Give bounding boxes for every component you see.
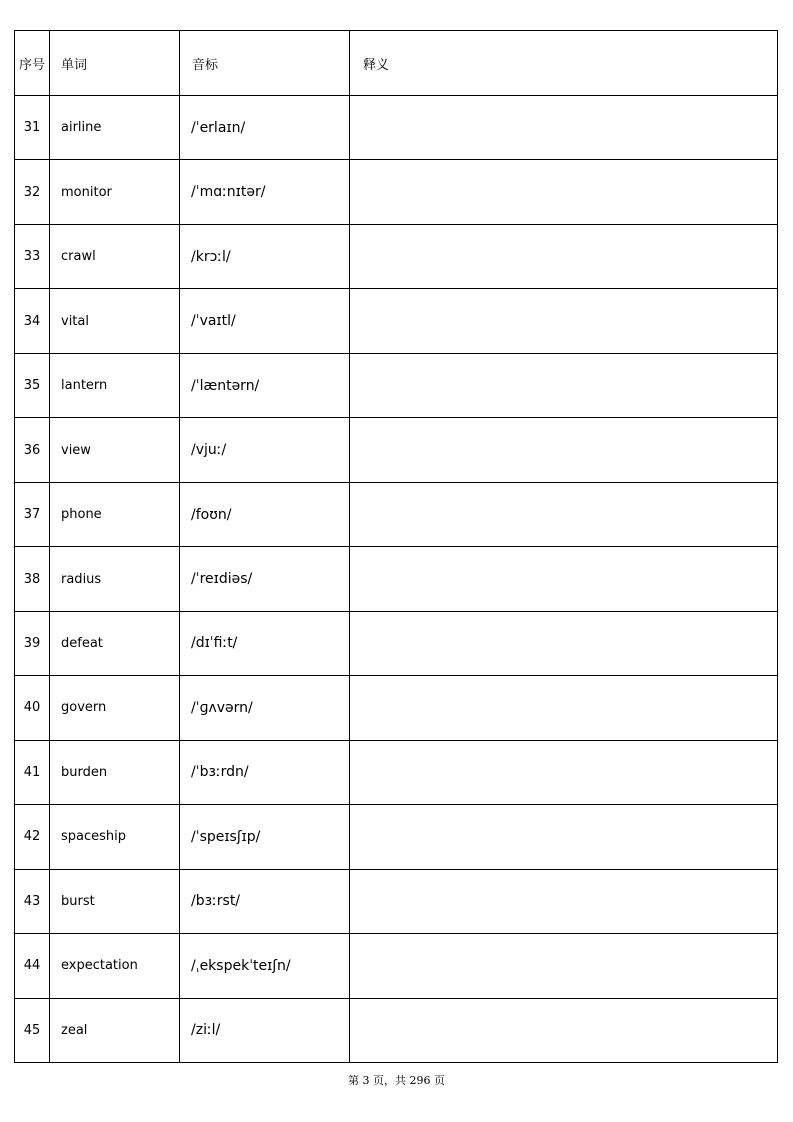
row-phonetic: /ˈreɪdiəs/: [180, 547, 350, 611]
row-phonetic: /ˈlæntərn/: [180, 353, 350, 417]
row-meaning[interactable]: [350, 289, 778, 353]
row-phonetic: /ˈerlaɪn/: [180, 96, 350, 160]
table-row: [15, 998, 778, 1062]
row-meaning[interactable]: [350, 676, 778, 740]
table-row: [15, 740, 778, 804]
row-word: lantern: [50, 353, 180, 417]
row-word: govern: [50, 676, 180, 740]
table-row: [15, 611, 778, 675]
row-meaning[interactable]: [350, 740, 778, 804]
row-word: radius: [50, 547, 180, 611]
table-row: [15, 353, 778, 417]
row-number: 44: [15, 934, 50, 998]
row-number: 45: [15, 998, 50, 1062]
row-phonetic: /ˈmɑːnɪtər/: [180, 160, 350, 224]
row-meaning[interactable]: [350, 418, 778, 482]
row-meaning[interactable]: [350, 611, 778, 675]
row-phonetic: /ˈspeɪsʃɪp/: [180, 805, 350, 869]
row-number: 37: [15, 482, 50, 546]
header-number: 序号: [15, 31, 50, 96]
row-phonetic: /ˈbɜːrdn/: [180, 740, 350, 804]
row-meaning[interactable]: [350, 224, 778, 288]
row-phonetic: /ˈvaɪtl/: [180, 289, 350, 353]
table-row: [15, 418, 778, 482]
vocabulary-table: [14, 30, 778, 1063]
row-phonetic: /vjuː/: [180, 418, 350, 482]
table-row: [15, 224, 778, 288]
row-word: spaceship: [50, 805, 180, 869]
row-word: airline: [50, 96, 180, 160]
row-word: view: [50, 418, 180, 482]
row-word: burden: [50, 740, 180, 804]
header-phonetic: 音标: [180, 31, 350, 96]
row-number: 42: [15, 805, 50, 869]
table-row: [15, 869, 778, 933]
table-row: [15, 482, 778, 546]
row-number: 43: [15, 869, 50, 933]
header-word: 单词: [50, 31, 180, 96]
header-row: [15, 31, 778, 96]
row-phonetic: /ziːl/: [180, 998, 350, 1062]
row-word: monitor: [50, 160, 180, 224]
row-word: expectation: [50, 934, 180, 998]
row-word: defeat: [50, 611, 180, 675]
row-number: 39: [15, 611, 50, 675]
row-meaning[interactable]: [350, 998, 778, 1062]
row-meaning[interactable]: [350, 96, 778, 160]
row-meaning[interactable]: [350, 160, 778, 224]
table-header: [15, 31, 778, 96]
table-row: [15, 934, 778, 998]
row-meaning[interactable]: [350, 869, 778, 933]
row-number: 38: [15, 547, 50, 611]
row-number: 35: [15, 353, 50, 417]
table-row: [15, 547, 778, 611]
row-phonetic: /foʊn/: [180, 482, 350, 546]
table-body: [15, 96, 778, 1063]
row-number: 36: [15, 418, 50, 482]
row-meaning[interactable]: [350, 353, 778, 417]
table-row: [15, 160, 778, 224]
page-footer: 第 3 页，共 296 页: [348, 1074, 445, 1087]
row-word: zeal: [50, 998, 180, 1062]
row-number: 31: [15, 96, 50, 160]
row-meaning[interactable]: [350, 482, 778, 546]
row-number: 40: [15, 676, 50, 740]
table-row: [15, 96, 778, 160]
table-row: [15, 289, 778, 353]
row-phonetic: /ˌekspekˈteɪʃn/: [180, 934, 350, 998]
row-word: burst: [50, 869, 180, 933]
row-meaning[interactable]: [350, 934, 778, 998]
row-phonetic: /bɜːrst/: [180, 869, 350, 933]
row-meaning[interactable]: [350, 805, 778, 869]
row-number: 33: [15, 224, 50, 288]
row-phonetic: /ˈɡʌvərn/: [180, 676, 350, 740]
header-meaning: 释义: [350, 31, 778, 96]
row-word: vital: [50, 289, 180, 353]
row-number: 41: [15, 740, 50, 804]
row-phonetic: /krɔːl/: [180, 224, 350, 288]
row-phonetic: /dɪˈfiːt/: [180, 611, 350, 675]
row-word: crawl: [50, 224, 180, 288]
row-meaning[interactable]: [350, 547, 778, 611]
row-word: phone: [50, 482, 180, 546]
table-row: [15, 805, 778, 869]
row-number: 34: [15, 289, 50, 353]
table-row: [15, 676, 778, 740]
row-number: 32: [15, 160, 50, 224]
